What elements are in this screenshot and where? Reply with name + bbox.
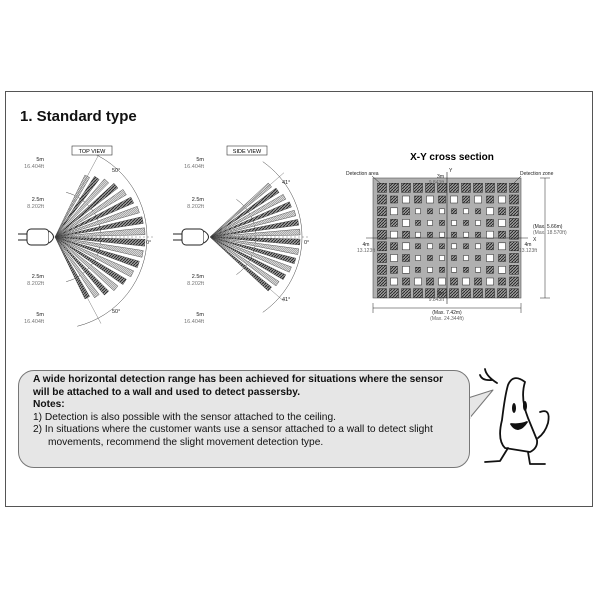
xy-detection-cell: [510, 218, 519, 227]
xy-detection-cell: [391, 266, 398, 273]
xy-detection-cell: [403, 278, 410, 285]
xy-detection-cell: [510, 265, 519, 274]
notes-lead: A wide horizontal detection range has been achieved for situations where the sensor will be attached to a wall and used to detect passersby.: [33, 374, 444, 398]
xy-detection-cell: [476, 232, 481, 237]
xy-detection-cell: [428, 209, 433, 214]
xy-detection-cell: [486, 289, 495, 298]
xy-detection-cell: [427, 196, 434, 203]
sv-dist-label-4ft: 16.404ft: [184, 319, 204, 325]
xy-detection-cell: [451, 278, 458, 285]
xy-detection-cell: [474, 289, 483, 298]
xy-detection-cell: [463, 196, 470, 203]
xy-detection-cell: [476, 244, 481, 249]
xy-width-m: (Max. 7.42m): [432, 310, 462, 316]
side-view-sensor-icon: [173, 229, 209, 245]
xy-detection-cell: [391, 219, 398, 226]
xy-detection-cell: [463, 278, 470, 285]
xy-detection-cell: [510, 289, 519, 298]
tv-dist-label-4ft: 16.404ft: [24, 319, 44, 325]
xy-detection-cell: [499, 278, 506, 285]
xy-detection-cell: [440, 209, 445, 214]
xy-detection-cell: [378, 289, 387, 298]
xy-cross-section: [346, 152, 567, 322]
xy-right-ft: 13.123ft: [518, 248, 538, 254]
tv-dist-label-2m: 2.5m: [31, 197, 44, 203]
tv-dist-label-2ft: 8.202ft: [27, 204, 44, 210]
tv-dist-label-3m: 2.5m: [31, 274, 44, 280]
xy-detection-cell: [440, 256, 445, 261]
xy-detection-cell: [452, 267, 457, 272]
xy-title: X-Y cross section: [410, 152, 494, 163]
xy-detection-cell: [378, 183, 387, 192]
xy-detection-cell: [487, 255, 494, 262]
xy-detection-cell: [452, 209, 457, 214]
xy-detection-cell: [390, 289, 399, 298]
notes-item: 2) In situations where the customer wants use a sensor attached to a wall to detect slight movements, recommend the slight movement detection type.: [33, 424, 433, 448]
sv-angle-top: 41°: [282, 180, 291, 186]
xy-detection-cell: [416, 244, 421, 249]
xy-detection-cell: [416, 220, 421, 225]
xy-y-axis-label: Y: [449, 168, 453, 174]
xy-detection-cell: [403, 208, 410, 215]
xy-detection-cell: [452, 256, 457, 261]
xy-top-ft: 9.843ft: [428, 180, 444, 186]
xy-detection-cell: [391, 196, 398, 203]
xy-detection-cell: [403, 255, 410, 262]
tv-dist-label-4m: 5m: [36, 312, 44, 318]
xy-detection-cell: [414, 289, 423, 298]
top-view-sensor-icon: [18, 229, 54, 245]
xy-x-axis-label: X: [533, 237, 537, 243]
top-view-label: TOP VIEW: [78, 149, 106, 155]
xy-detection-cell: [462, 183, 471, 192]
xy-height-m: (Max. 5.66m): [533, 224, 563, 230]
side-view-label: SIDE VIEW: [232, 149, 262, 155]
sv-dist-label-4m: 5m: [196, 312, 204, 318]
xy-detection-cell: [415, 196, 422, 203]
xy-detection-cell: [428, 244, 433, 249]
tv-dist-label-3ft: 8.202ft: [27, 281, 44, 287]
xy-detection-cell: [440, 220, 445, 225]
xy-detection-cell: [450, 183, 459, 192]
sv-angle-mid: 0°: [304, 240, 310, 246]
xy-detection-cell: [498, 289, 507, 298]
xy-width-ft: (Max. 24.344ft): [430, 316, 464, 322]
xy-detection-cell: [440, 232, 445, 237]
xy-detection-cell: [428, 220, 433, 225]
xy-detection-cell: [439, 196, 446, 203]
xy-top-m: 3m: [437, 174, 444, 180]
xy-detection-cell: [499, 255, 506, 262]
sv-dist-label-2ft: 8.202ft: [187, 204, 204, 210]
xy-detection-cell: [499, 208, 506, 215]
side-view-diagram: [173, 146, 309, 325]
xy-detection-cell: [452, 232, 457, 237]
xy-detection-cell: [464, 232, 469, 237]
xy-detection-cell: [464, 209, 469, 214]
xy-detection-cell: [476, 220, 481, 225]
xy-detection-cell: [440, 267, 445, 272]
tv-angle-mid: 0°: [146, 240, 152, 246]
sv-dist-label-1m: 5m: [196, 157, 204, 163]
xy-detection-cell: [475, 278, 482, 285]
xy-detection-cell: [403, 243, 410, 250]
tv-angle-top: 50°: [112, 168, 121, 174]
xy-detection-cell: [487, 266, 494, 273]
xy-bottom-m: 3m: [437, 291, 444, 297]
xy-detection-cell: [487, 219, 494, 226]
xy-detection-cell: [403, 196, 410, 203]
xy-detection-cell: [402, 289, 411, 298]
xy-detection-cell: [415, 278, 422, 285]
page-title: 1. Standard type: [20, 108, 137, 125]
xy-detection-zone-label: Detection zone: [520, 171, 554, 177]
xy-detection-cell: [476, 267, 481, 272]
xy-detection-cell: [464, 267, 469, 272]
xy-detection-cell: [378, 254, 387, 263]
sv-angle-bottom: 41°: [282, 297, 291, 303]
notes-item: 1) Detection is also possible with the sensor attached to the ceiling.: [33, 411, 336, 423]
xy-detection-cell: [391, 278, 398, 285]
xy-detection-cell: [391, 231, 398, 238]
xy-detection-cell: [416, 256, 421, 261]
xy-height-ft: (Max. 18.570ft): [533, 230, 567, 236]
xy-detection-cell: [390, 183, 399, 192]
xy-detection-cell: [476, 256, 481, 261]
xy-detection-cell: [452, 220, 457, 225]
xy-left-m: 4m: [362, 242, 370, 248]
xy-right-m: 4m: [524, 242, 532, 248]
xy-detection-cell: [428, 232, 433, 237]
xy-detection-cell: [450, 289, 459, 298]
xy-detection-cell: [451, 196, 458, 203]
xy-bottom-ft: 9.843ft: [428, 297, 444, 303]
notes-title: Notes:: [33, 399, 65, 411]
xy-detection-cell: [414, 183, 423, 192]
xy-detection-cell: [428, 256, 433, 261]
xy-detection-cell: [499, 231, 506, 238]
xy-detection-cell: [462, 289, 471, 298]
xy-left-ft: 13.123ft: [356, 248, 376, 254]
xy-detection-cell: [475, 196, 482, 203]
xy-detection-cell: [510, 183, 519, 192]
xy-detection-cell: [440, 244, 445, 249]
xy-detection-cell: [402, 183, 411, 192]
xy-detection-cell: [476, 209, 481, 214]
tv-dist-label-1ft: 16.404ft: [24, 164, 44, 170]
xy-detection-cell: [416, 232, 421, 237]
xy-detection-cell: [416, 267, 421, 272]
xy-detection-cell: [486, 183, 495, 192]
xy-detection-cell: [498, 183, 507, 192]
xy-detection-cell: [378, 242, 387, 251]
xy-detection-cell: [428, 267, 433, 272]
xy-detection-cell: [403, 231, 410, 238]
xy-detection-cell: [378, 195, 387, 204]
tv-dist-label-1m: 5m: [36, 157, 44, 163]
xy-detection-cell: [464, 256, 469, 261]
xy-detection-cell: [510, 277, 519, 286]
xy-detection-cell: [464, 220, 469, 225]
xy-detection-cell: [499, 243, 506, 250]
mascot-character: [480, 369, 549, 464]
xy-detection-cell: [487, 196, 494, 203]
side-view-label-box: [227, 146, 267, 155]
xy-detection-cell: [487, 208, 494, 215]
xy-detection-cell: [510, 242, 519, 251]
xy-detection-cell: [391, 255, 398, 262]
xy-detection-cell: [391, 208, 398, 215]
sv-dist-label-1ft: 16.404ft: [184, 164, 204, 170]
xy-detection-cell: [378, 218, 387, 227]
sv-dist-label-2m: 2.5m: [191, 197, 204, 203]
xy-detection-cell: [416, 209, 421, 214]
xy-detection-cell: [427, 278, 434, 285]
xy-detection-cell: [439, 278, 446, 285]
xy-detection-cell: [510, 254, 519, 263]
xy-detection-cell: [499, 196, 506, 203]
notes-text-block: [33, 374, 453, 450]
xy-detection-cell: [464, 244, 469, 249]
xy-detection-cell: [378, 207, 387, 216]
xy-detection-cell: [378, 265, 387, 274]
sv-dist-label-3ft: 8.202ft: [187, 281, 204, 287]
xy-detection-cell: [487, 278, 494, 285]
side-view-fan: [210, 162, 308, 313]
xy-detection-area-label: Detection area: [346, 171, 379, 177]
tv-angle-bottom: 50°: [112, 309, 121, 315]
top-view-fan: [55, 148, 153, 327]
top-view-diagram: [18, 146, 153, 326]
notes-list: [33, 412, 453, 450]
top-view-label-box: [72, 146, 112, 155]
xy-detection-cell: [499, 266, 506, 273]
xy-detection-cell: [391, 243, 398, 250]
xy-detection-cell: [378, 277, 387, 286]
xy-detection-cell: [510, 195, 519, 204]
xy-detection-cell: [403, 219, 410, 226]
xy-detection-cell: [510, 207, 519, 216]
xy-detection-cell: [499, 219, 506, 226]
xy-detection-cell: [487, 243, 494, 250]
sv-dist-label-3m: 2.5m: [191, 274, 204, 280]
xy-detection-cell: [474, 183, 483, 192]
xy-detection-cell: [403, 266, 410, 273]
xy-detection-cell: [487, 231, 494, 238]
xy-detection-cell: [452, 244, 457, 249]
